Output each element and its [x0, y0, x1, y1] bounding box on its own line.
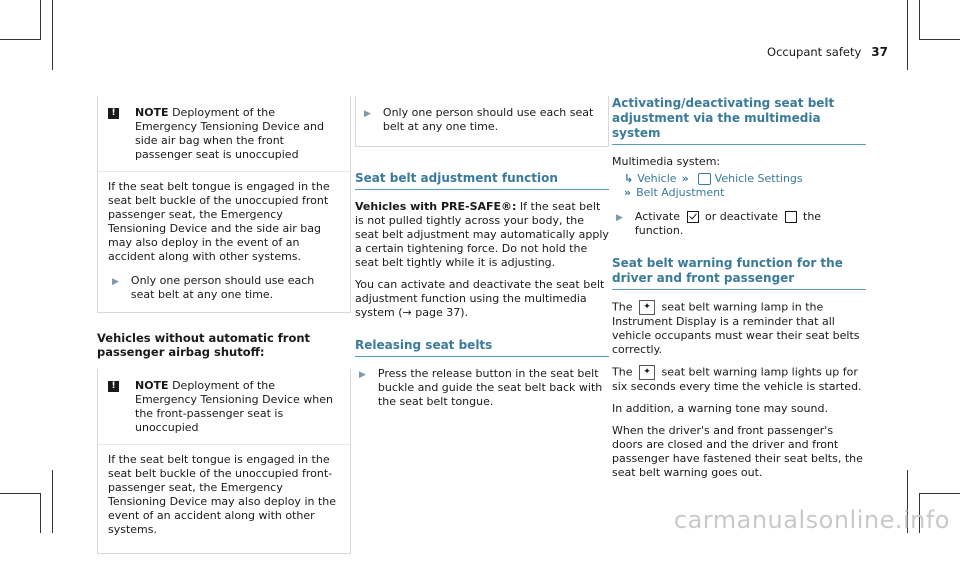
instruction-bullet — [108, 274, 340, 302]
paragraph-text: If the seat belt is not pulled tightly across your body, the seat belt adjustment may automatically apply a certain tightening force. Do not hold the seat belt tightly while it is adjusting. — [355, 200, 609, 269]
arrow-right-icon: ▶ — [616, 213, 623, 223]
menu-path — [624, 186, 866, 200]
paragraph-lead: Vehicles with PRE-SAFE®: — [355, 200, 517, 213]
note-title-wrap — [135, 379, 340, 435]
paragraph-text: The — [612, 300, 633, 314]
note-label: NOTE — [135, 379, 169, 392]
chevron-right-icon: » — [624, 186, 632, 199]
instruction-bullet — [355, 367, 609, 409]
section-heading: Releasing seat belts — [355, 338, 609, 357]
section-heading: Seat belt warning function for the driver and front passenger — [612, 256, 866, 290]
warning-icon: ! — [108, 381, 119, 392]
crop-mark — [52, 0, 53, 70]
seat-belt-warning-icon: ✦ — [639, 300, 655, 315]
chevron-right-icon: » — [681, 172, 689, 185]
warning-icon: ! — [108, 108, 119, 119]
note-body — [98, 445, 350, 553]
crop-mark — [919, 0, 920, 40]
section-title: Occupant safety — [767, 45, 862, 59]
instruction-bullet — [360, 106, 598, 134]
checkbox-checked-icon — [687, 211, 699, 223]
crop-mark — [52, 470, 53, 533]
paragraph: In addition, a warning tone may sound. — [612, 402, 828, 415]
note-box — [97, 369, 351, 554]
checkbox-empty-icon — [785, 211, 797, 223]
crop-mark — [0, 493, 40, 494]
instruction-bullet — [612, 210, 866, 238]
menu-path — [624, 172, 866, 186]
note-label: NOTE — [135, 106, 169, 119]
column-2 — [355, 96, 609, 409]
crop-mark — [920, 39, 960, 40]
column-1 — [97, 96, 351, 572]
menu-item-vehicle-settings[interactable]: Vehicle Settings — [714, 172, 803, 185]
note-body — [98, 172, 350, 312]
paragraph — [612, 365, 866, 394]
section-heading: Activating/deactivating seat belt adjustment via the multimedia system — [612, 96, 866, 145]
bullet-text-part: or deactivate — [705, 210, 779, 223]
column-3 — [612, 96, 866, 488]
bullet-text-part: Activate — [634, 210, 681, 223]
paragraph-text: seat belt warning lamp in the Instrument Display is a reminder that all vehicle occupants must wear their seat belts correctly. — [612, 300, 860, 356]
page-number: 37 — [871, 45, 888, 59]
menu-label: Multimedia system: — [612, 155, 721, 168]
bullet-text: Only one person should use each seat belt at any one time. — [130, 274, 315, 301]
section-heading: Seat belt adjustment function — [355, 171, 609, 190]
note-text: If the seat belt tongue is engaged in the seat belt buckle of the unoccupied front-passenger seat, the Emergency Tensioning Device may also deploy in the event of an accident along with other systems. — [108, 453, 337, 536]
bullet-text — [635, 210, 866, 238]
paragraph[interactable]: You can activate and deactivate the seat belt adjustment function using the multimedia system (→ page 37). — [355, 278, 605, 319]
note-title: Deployment of the Emergency Tensioning Device and side air bag when the front passenger seat is unoccupied — [135, 106, 324, 161]
paragraph — [612, 300, 866, 357]
subheading: Vehicles without automatic front passenger airbag shutoff: — [97, 331, 311, 359]
bullet-box — [355, 96, 609, 147]
crop-mark — [40, 493, 41, 533]
crop-mark — [0, 39, 40, 40]
menu-item-vehicle[interactable]: Vehicle — [637, 172, 677, 185]
bullet-text: Press the release button in the seat belt buckle and guide the seat belt back with the seat belt tongue. — [377, 367, 603, 408]
note-title-wrap — [135, 106, 340, 162]
note-header — [98, 369, 350, 445]
seat-belt-warning-icon: ✦ — [639, 365, 655, 380]
note-box — [97, 96, 351, 313]
note-title: Deployment of the Emergency Tensioning Device when the front-passenger seat is unoccupied — [135, 379, 333, 434]
bullet-text-part: the function. — [634, 210, 822, 237]
paragraph: When the driver's and front passenger's doors are closed and the driver and front passenger have fastened their seat belts, the seat belt warning goes out. — [612, 424, 863, 479]
menu-path-icon: ↳ — [624, 172, 634, 185]
paragraph — [355, 200, 609, 270]
bullet-text: Only one person should use each seat belt at any one time. — [382, 106, 594, 133]
arrow-right-icon: ▶ — [359, 370, 366, 380]
paragraph-text: The — [612, 365, 633, 379]
page-header — [767, 45, 888, 59]
menu-item-belt-adjustment[interactable]: Belt Adjustment — [636, 186, 725, 199]
note-text: If the seat belt tongue is engaged in the seat belt buckle of the unoccupied front passenger seat, the Emergency Tensioning Device and the side air bag may also deploy in the event of an accident along with other systems. — [108, 180, 330, 263]
arrow-right-icon: ▶ — [112, 277, 119, 287]
crop-mark — [920, 493, 960, 494]
paragraph-text: seat belt warning lamp lights up for six seconds every time the vehicle is started. — [612, 365, 862, 393]
arrow-right-icon: ▶ — [364, 109, 371, 119]
watermark: carmanualsonline.info — [673, 506, 950, 534]
crop-mark — [40, 0, 41, 40]
vehicle-settings-icon — [698, 173, 711, 185]
note-header — [98, 96, 350, 172]
crop-mark — [907, 0, 908, 70]
